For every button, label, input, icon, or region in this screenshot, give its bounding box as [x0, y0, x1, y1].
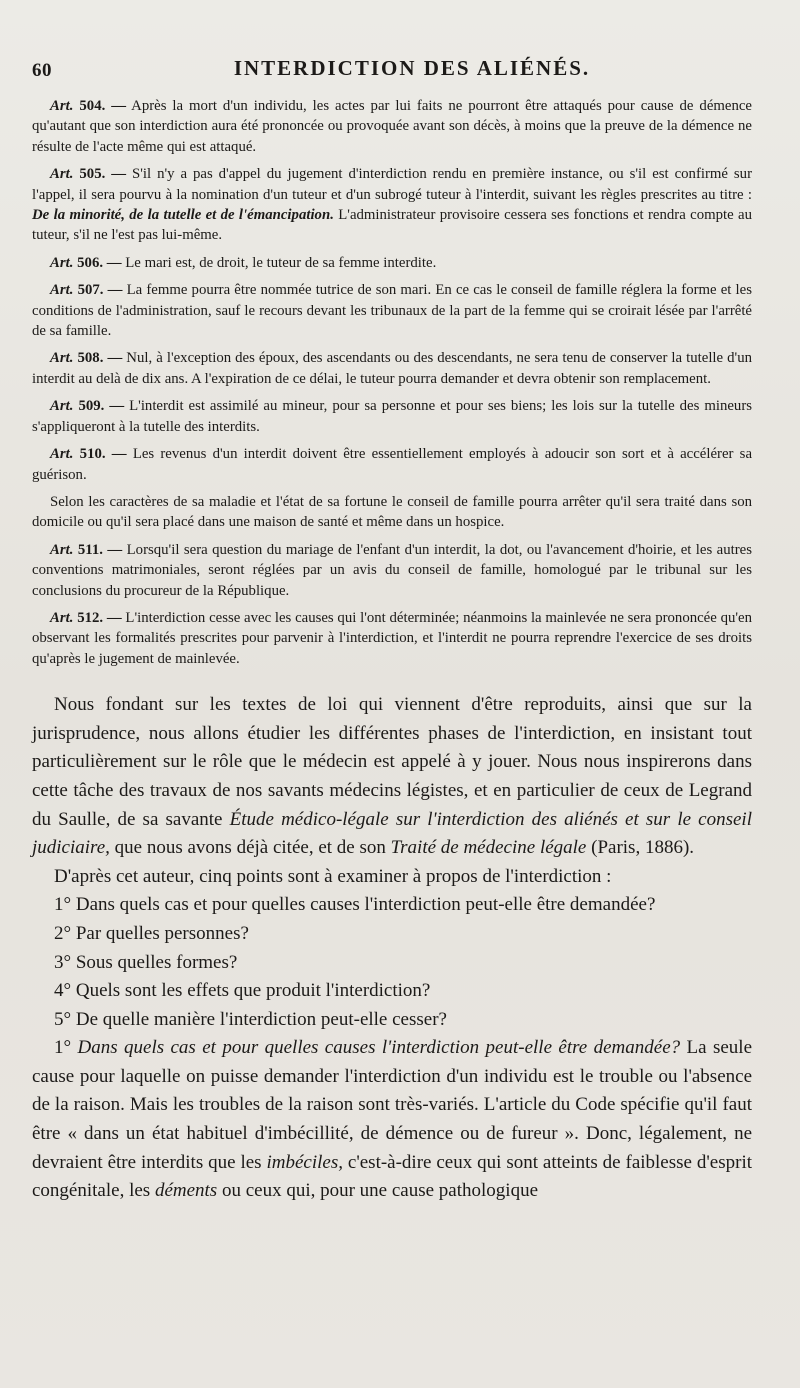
article-504: Art. 504. — Après la mort d'un individu, les actes par lui faits ne pourront être attaqués pour cause de démence qu'autant que son interdiction aura été prononcée ou provoquée avant son décès, à moins que la preuve de la démence ne résulte de l'acte même qui est attaqué. [32, 98, 752, 155]
article-text: Après la mort d'un individu, les actes par lui faits ne pourront être attaqués pour cause de démence qu'autant que son interdiction aura été prononcée ou provoquée avant son décès, à moins que la preuve de la démence ne résulte de l'acte même qui est attaqué. [32, 98, 752, 155]
article-text: L'interdit est assimilé au mineur, pour sa personne et pour ses biens; les lois sur la tutelle des mineurs s'appliqueront à la tutelle des interdits. [32, 398, 753, 435]
article-512: Art. 512. — L'interdiction cesse avec les causes qui l'ont déterminée; néanmoins la mainlevée ne sera prononcée qu'en observant les formalités prescrites pour parvenir à l'interdiction, et l'interdit ne pourra reprendre l'exercice de ses droits qu'après le jugement de mainlevée. [32, 609, 752, 667]
page-header [32, 56, 752, 90]
article-text: Le mari est, de droit, le tuteur de sa femme interdite. [125, 254, 437, 271]
article-507: Art. 507. — La femme pourra être nommée tutrice de son mari. En ce cas le conseil de famille réglera la forme et les conditions de l'administration, sauf le recours devant les tribunaux de la part de la femme qui se croirait lésée par l'arrêté de sa famille. [32, 282, 752, 340]
point-item: 3° Sous quelles formes? [54, 951, 238, 973]
point-item: 5° De quelle manière l'interdiction peut-elle cesser? [54, 1008, 447, 1030]
intro-paragraph: Nous fondant sur les textes de loi qui viennent d'être reproduits, ainsi que sur la jurisprudence, nous allons étudier les différentes phases de l'interdiction, en insistant tout particulièrement sur le rôle que le médecin est appelé à y jouer. Nous nous inspirerons dans cette tâche des travaux de nos savants médecins légistes, et en particulier de ceux de Legrand du Saulle, de sa savante Étude médico-légale sur l'interdiction des aliénés et sur le conseil judiciaire, que nous avons déjà citée, et de son Traité de médecine légale (Paris, 1886). [32, 694, 752, 859]
article-510: Art. 510. — Les revenus d'un interdit doivent être essentiellement employés à adoucir son sort et à accélérer sa guérison. [32, 446, 753, 483]
point-item: 2° Par quelles personnes? [54, 922, 249, 944]
article-506: Art. 506. — Le mari est, de droit, le tuteur de sa femme interdite. [50, 254, 437, 271]
article-text: La femme pourra être nommée tutrice de son mari. En ce cas le conseil de famille réglera la forme et les conditions de l'administration, sauf le recours devant les tribunaux de la part de la femme qui se croirait lésée par l'arrêté de sa famille. [32, 282, 752, 340]
article-text: Nul, à l'exception des époux, des ascendants ou des descendants, ne sera tenu de conserver la tutelle d'un interdit au delà de dix ans. A l'expiration de ce délai, le tuteur pourra demander et devra obtenir son remplacement. [32, 350, 753, 387]
section-1-paragraph: 1° Dans quels cas et pour quelles causes l'interdiction peut-elle être demandée? La seule cause pour laquelle on puisse demander l'interdiction d'un individu est le trouble ou l'absence de la raison. Mais les troubles de la raison sont très-variés. L'article du Code spécifie qu'il faut être « dans un état habituel d'imbécillité, de démence ou de fureur ». Donc, légalement, ne devraient être interdits que les imbéciles, c'est-à-dire ceux qui sont atteints de faiblesse d'esprit congénitale, les déments ou ceux qui, pour une cause pathologique [32, 1037, 752, 1202]
title-reference: De la minorité, de la tutelle et de l'émancipation. [32, 207, 334, 224]
article-text: L'interdiction cesse avec les causes qui l'ont déterminée; néanmoins la mainlevée ne sera prononcée qu'en observant les formalités prescrites pour parvenir à l'interdiction, et l'interdit ne pourra reprendre l'exercice de ses droits qu'après le jugement de mainlevée. [32, 609, 752, 667]
page-number: 60 [32, 60, 52, 81]
running-title: INTERDICTION DES ALIÉNÉS. [233, 56, 591, 80]
code-articles [32, 96, 752, 669]
article-511: Art. 511. — Lorsqu'il sera question du mariage de l'enfant d'un interdit, la dot, ou l'avancement d'hoirie, et les autres conventions matrimoniales, seront réglées par un avis du conseil de famille, homologué par le tribunal sur les conclusions du procureur de la République. [32, 541, 753, 599]
article-text: Les revenus d'un interdit doivent être essentiellement employés à adoucir son sort et à accélérer sa guérison. [32, 446, 753, 483]
point-item: 1° Dans quels cas et pour quelles causes l'interdiction peut-elle être demandée? [54, 894, 656, 916]
article-510-continuation: Selon les caractères de sa maladie et l'état de sa fortune le conseil de famille pourra arrêter qu'il sera traité dans son domicile ou qu'il sera placé dans une maison de santé et même dans un hospice. [32, 493, 752, 531]
commentary [32, 691, 752, 1206]
article-505: Art. 505. — S'il n'y a pas d'appel du jugement d'interdiction rendu en première instance, ou s'il est confirmé sur l'appel, il sera pourvu à la nomination d'un tuteur et d'un subrogé tuteur à l'interdit, suivant les règles prescrites au titre : De la minorité, de la tutelle et de l'émancipation. L'administrateur provisoire cessera ses fonctions et rendra compte au tuteur, s'il ne l'est pas lui-même. [32, 166, 753, 244]
work-title: Traité de médecine légale [390, 837, 587, 859]
article-text: L'administrateur provisoire cessera ses fonctions et rendra compte au tuteur, s'il ne l'est pas lui-même. [32, 207, 753, 244]
article-text: Lorsqu'il sera question du mariage de l'enfant d'un interdit, la dot, ou l'avancement d'hoirie, et les autres conventions matrimoniales, seront réglées par un avis du conseil de famille, homologué par le tribunal sur les conclusions du procureur de la République. [32, 541, 753, 599]
article-508: Art. 508. — Nul, à l'exception des époux, des ascendants ou des descendants, ne sera tenu de conserver la tutelle d'un interdit au delà de dix ans. A l'expiration de ce délai, le tuteur pourra demander et devra obtenir son remplacement. [32, 350, 753, 387]
points-intro: D'après cet auteur, cinq points sont à examiner à propos de l'interdiction : [54, 865, 612, 887]
article-text: S'il n'y a pas d'appel du jugement d'interdiction rendu en première instance, ou s'il est confirmé sur l'appel, il sera pourvu à la nomination d'un tuteur et d'un subrogé tuteur à l'interdit, suivant les règles prescrites au titre : [32, 166, 753, 203]
article-509: Art. 509. — L'interdit est assimilé au mineur, pour sa personne et pour ses biens; les lois sur la tutelle des mineurs s'appliqueront à la tutelle des interdits. [32, 398, 753, 435]
work-title: Étude médico-légale sur l'interdiction des aliénés et sur le conseil judiciaire, [32, 808, 752, 859]
section-heading: Dans quels cas et pour quelles causes l'interdiction peut-elle être demandée? [77, 1037, 681, 1059]
point-item: 4° Quels sont les effets que produit l'interdiction? [54, 980, 431, 1002]
